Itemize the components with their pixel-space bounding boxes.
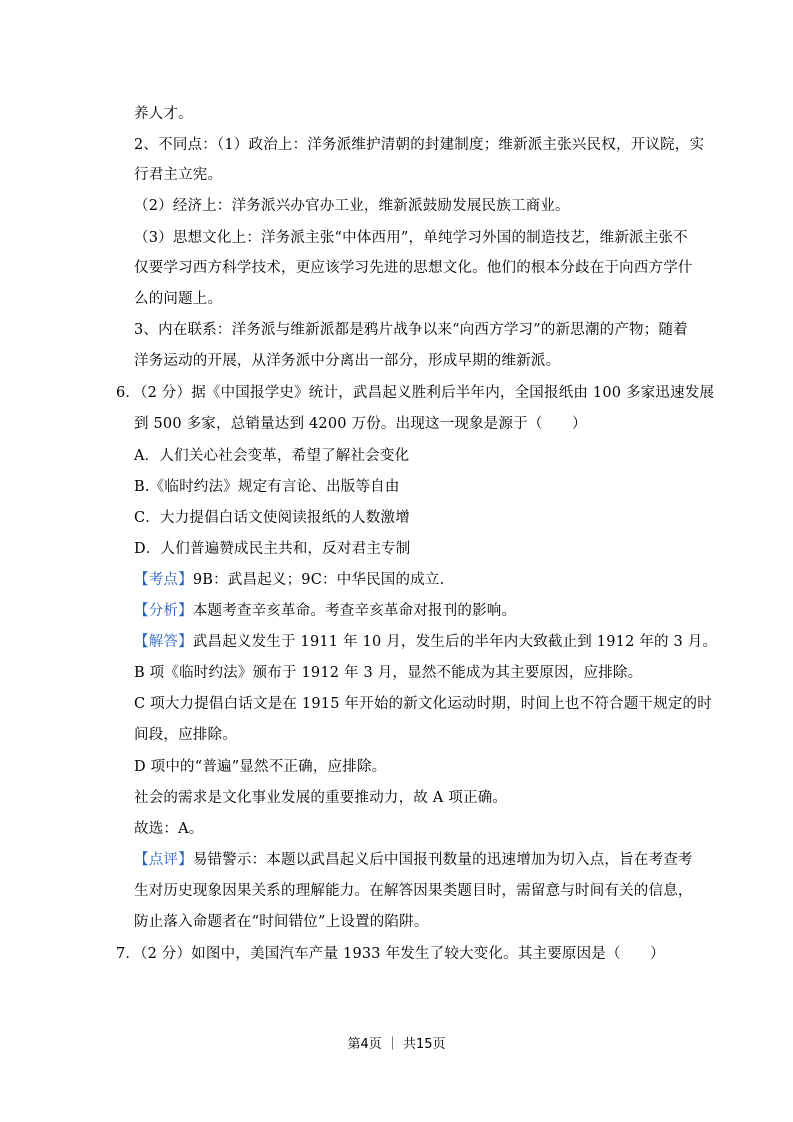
text-line: 社会的需求是文化事业发展的重要推动力，故 A 项正确。 <box>134 790 508 806</box>
answer-line: 故选：A。 <box>134 821 204 837</box>
text-line: 3、内在联系：洋务派与维新派都是鸦片战争以来“向西方学习”的新思潮的产物；随着 <box>134 322 688 338</box>
kaodian-line <box>134 570 444 590</box>
text-line: D 项中的“普遍”显然不正确，应排除。 <box>134 759 387 775</box>
text-line: B 项《临时约法》颁布于 1912 年 3 月，显然不能成为其主要原因，应排除。 <box>134 665 643 681</box>
text-line: C 项大力提倡白话文是在 1915 年开始的新文化运动时期，时间上也不符合题干规定的时 <box>134 696 712 712</box>
option-b: B.《临时约法》规定有言论、出版等自由 <box>134 479 400 495</box>
jieda-line <box>134 632 717 652</box>
kaodian-tag: 【考点】 <box>134 572 193 588</box>
kaodian-text: 9B：武昌起义；9C：中华民国的成立. <box>192 572 445 588</box>
question-7-stem: 7．（2 分）如图中，美国汽车产量 1933 年发生了较大变化。其主要原因是（ ） <box>116 946 665 962</box>
page-footer: 第4页 ｜ 共15页 <box>347 1037 446 1052</box>
option-d: D．人们普遍赞成民主共和，反对君主专制 <box>134 541 411 557</box>
jieda-tag: 【解答】 <box>134 634 193 650</box>
text-line: （2）经济上：洋务派兴办官办工业，维新派鼓励发展民族工商业。 <box>134 198 570 214</box>
fenxi-tag: 【分析】 <box>134 603 193 619</box>
question-6-stem: 6．（2 分）据《中国报学史》统计，武昌起义胜利后半年内，全国报纸由 100 多家迅速发展 <box>116 385 715 401</box>
jieda-text: 武昌起义发生于 1911 年 10 月，发生后的半年内大致截止到 1912 年的 3 月。 <box>192 634 718 650</box>
option-c: C．大力提倡白话文使阅读报纸的人数激增 <box>134 510 410 526</box>
text-line: 养人才。 <box>134 106 193 122</box>
text-line: 2、不同点：（1）政治上：洋务派维护清朝的封建制度；维新派主张兴民权，开议院，实 <box>134 137 705 153</box>
text-line: （3）思想文化上：洋务派主张“中体西用”，单纯学习外国的制造技艺，维新派主张不 <box>134 230 688 246</box>
dianping-line <box>134 850 693 870</box>
dianping-tag: 【点评】 <box>134 852 193 868</box>
fenxi-line <box>134 601 516 621</box>
text-line: 防止落入命题者在“时间错位”上设置的陷阱。 <box>134 914 429 930</box>
text-line: 仅要学习西方科学技术，更应该学习先进的思想文化。他们的根本分歧在于向西方学什 <box>134 260 693 276</box>
text-line: 行君主立宪。 <box>134 167 223 183</box>
text-line: 洋务运动的开展，从洋务派中分离出一部分，形成早期的维新派。 <box>134 353 561 369</box>
dianping-text: 易错警示：本题以武昌起义后中国报刊数量的迅速增加为切入点，旨在考查考 <box>192 852 693 868</box>
question-6-stem: 到 500 多家，总销量达到 4200 万份。出现这一现象是源于（ ） <box>134 416 587 432</box>
option-a: A．人们关心社会变革，希望了解社会变化 <box>134 448 410 464</box>
text-line: 么的问题上。 <box>134 291 223 307</box>
fenxi-text: 本题考查辛亥革命。考查辛亥革命对报刊的影响。 <box>192 603 517 619</box>
text-line: 间段，应排除。 <box>134 727 237 743</box>
text-line: 生对历史现象因果关系的理解能力。在解答因果类题目时，需留意与时间有关的信息， <box>134 883 693 899</box>
